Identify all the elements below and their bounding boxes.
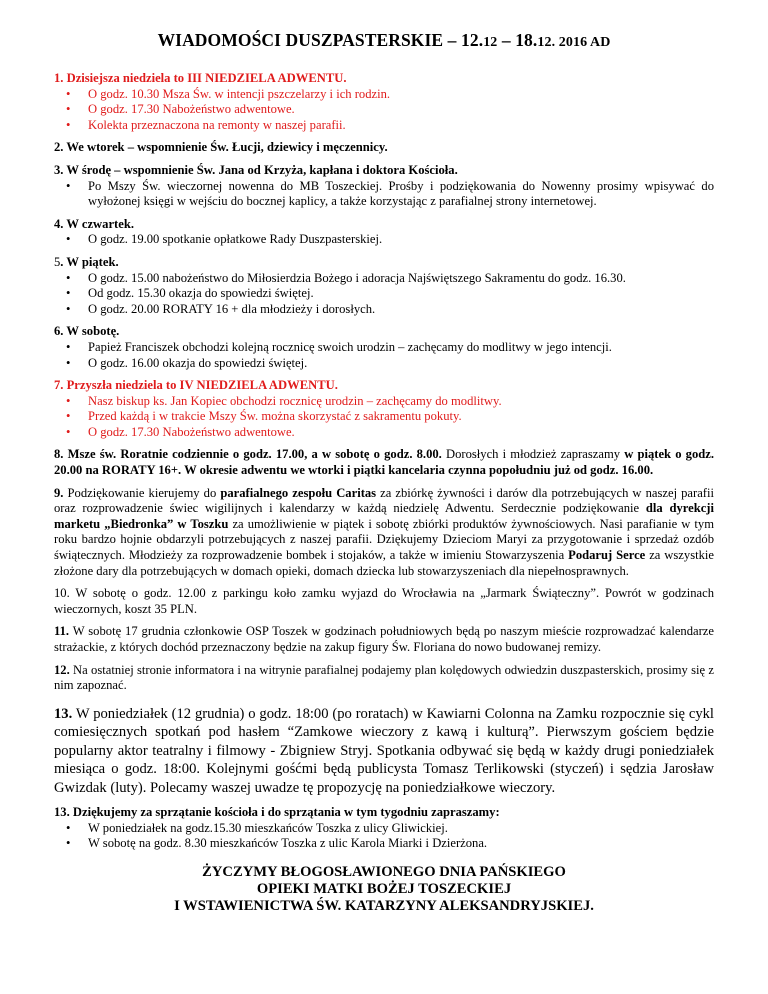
section-11-number: 11. [54,624,70,639]
section-4-list [54,232,714,248]
section-4 [54,217,714,248]
list-item: • Od godz. 15.30 okazja do spowiedzi świętej. [88,286,714,302]
section-13-cleaning-heading: 13. Dziękujemy za sprzątanie kościoła i do sprzątania w tym tygodniu zapraszamy: [54,805,500,820]
section-7-heading: 7. Przyszła niedziela to IV NIEDZIELA ADWENTU. [54,378,338,393]
section-13-cleaning-list [54,821,714,852]
section-7 [54,378,714,440]
section-6-heading: 6. W sobotę. [54,324,120,339]
list-item: • O godz. 17.30 Nabożeństwo adwentowe. [88,425,714,441]
list-item: • Papież Franciszek obchodzi kolejną rocznicę swoich urodzin – zachęcamy do modlitwy w jego intencji. [88,340,714,356]
list-item: • O godz. 17.30 Nabożeństwo adwentowe. [88,102,714,118]
section-5-number: 5 [54,254,61,269]
section-5-heading-text: . W piątek. [60,254,119,269]
section-1-heading: 1. Dzisiejsza niedziela to III NIEDZIELA ADWENTU. [54,71,347,85]
section-9-bold-3: Podaruj Serce [568,548,646,563]
section-8-text: Dorosłych i młodzież zapraszamy [441,447,625,462]
section-9-bold-1: parafialnego zespołu Caritas [220,485,377,500]
list-item: • O godz. 10.30 Msza Św. w intencji pszczelarzy i ich rodzin. [88,87,714,103]
list-item: • Nasz biskup ks. Jan Kopiec obchodzi rocznicę urodzin – zachęcamy do modlitwy. [88,394,714,410]
section-11 [54,624,714,655]
closing-line-1: ŻYCZYMY BŁOGOSŁAWIONEGO DNIA PAŃSKIEGO [202,864,566,881]
section-13-cleaning [54,805,714,852]
closing-line-3: I WSTAWIENICTWA ŚW. KATARZYNY ALEKSANDRYJSKIEJ. [174,898,594,915]
section-7-list [54,394,714,441]
section-4-heading: 4. W czwartek. [54,216,134,231]
section-12-text: Na ostatniej stronie informatora i na witrynie parafialnej podajemy plan kolędowych odwiedzin duszpasterskich, prosimy się z nim zapoznać. [54,662,714,693]
list-item: • Kolekta przeznaczona na remonty w naszej parafii. [88,118,714,134]
title-mid: – 18. [497,30,538,50]
section-5-list [54,271,714,318]
section-3-list [54,179,714,210]
title-from: 12 [483,35,498,50]
section-8-bold-2: w piątek o godz. 20.00 na RORATY 16+. W okresie adwentu we wtorki i piątki kancelaria czynna popołudniu już od godz. 16.00. [54,447,715,478]
list-item: • W sobotę na godz. 8.30 mieszkańców Toszka z ulic Karola Miarki i Dzierżona. [88,836,714,852]
title-to: 12. 2016 AD [537,35,611,50]
section-8-bold-1: 8. Msze św. Roratnie codziennie o godz. 17.00, a w sobotę o godz. 8.00. [54,447,442,462]
list-item: • W poniedziałek na godz.15.30 mieszkańców Toszka z ulicy Gliwickiej. [88,821,714,837]
section-12-number: 12. [54,662,70,677]
list-item: • O godz. 16.00 okazja do spowiedzi świętej. [88,356,714,372]
list-item: • Po Mszy Św. wieczornej nowenna do MB Toszeckiej. Prośby i podziękowania do Nowenny prosimy wpisywać do wyłożonej księgi w wejściu do bocznej kaplicy, a także korzystając z parafialnej strony internetowej. [88,179,714,210]
section-6 [54,324,714,371]
section-5-heading [54,255,714,271]
section-9-text-2: za zbiórkę żywności i darów dla potrzebujących w naszej parafii oraz rozprowadzenie świec wigilijnych i kalendarzy w każdą niedzielę Adwentu. Serdecznie podziękowanie [54,485,714,516]
section-3-heading: 3. W środę – wspomnienie Św. Jana od Krzyża, kapłana i doktora Kościoła. [54,162,458,177]
list-item: • O godz. 20.00 RORATY 16 + dla młodzieży i dorosłych. [88,302,714,318]
section-13-number: 13. [54,705,73,722]
list-item: • O godz. 19.00 spotkanie opłatkowe Rady Duszpasterskiej. [88,232,714,248]
section-13-text: W poniedziałek (12 grudnia) o godz. 18:00 (po roratach) w Kawiarni Colonna na Zamku rozpocznie się cykl comiesięcznych spotkań pod hasłem “Zamkowe wieczory z kawą i kulturą”. Pierwszym gościem będzie popularny aktor teatralny i filmowy - Zbigniew Stryj. Spotkania odbywać się będą w każdy drugi poniedziałek miesiąca o godz. 18:00. Kolejnymi gośćmi będą publicysta Tomasz Terlikowski (styczeń) i sędzia Jarosław Gwizdak (luty). Polecamy waszej uwadze tę propozycję na poniedziałkowe wieczory. [54,705,714,796]
page-title [54,30,714,51]
list-item: • Przed każdą i w trakcie Mszy Św. można skorzystać z sakramentu pokuty. [88,409,714,425]
section-8 [54,447,714,478]
section-12 [54,663,714,694]
section-2-heading: 2. We wtorek – wspomnienie Św. Łucji, dziewicy i męczennicy. [54,140,388,155]
section-5 [54,255,714,317]
section-9-number: 9. [54,485,64,500]
section-9 [54,486,714,580]
section-3 [54,163,714,210]
section-10-text: 10. W sobotę o godz. 12.00 z parkingu koło zamku wyjazd do Wrocławia na „Jarmark Świąteczny”. Powrót w godzinach wieczornych, koszt 35 PLN. [54,586,714,616]
section-10 [54,586,714,617]
closing-line-2: OPIEKI MATKI BOŻEJ TOSZECKIEJ [256,881,512,898]
section-2 [54,140,714,156]
section-9-bold-2: dla dyrekcji marketu „Biedronka” w Toszku [54,501,714,531]
section-13-events [54,705,714,798]
list-item: • O godz. 15.00 nabożeństwo do Miłosierdzia Bożego i adoracja Najświętszego Sakramentu do godz. 16.30. [88,271,714,287]
section-9-text-3: za umożliwienie w piątek i sobotę zbiórki produktów żywnościowych. Nasi parafianie w tym roku bardzo hojnie obdarzyli potrzebujących z naszej parafii. Dziękujemy Dzieciom Maryi za przygotowanie i sprzedaż ozdób świątecznych. Młodzieży za rozprowadzenie bombek i stojaków, a także w imieniu Stowarzyszenia [54,516,714,563]
section-9-text-4: za wszystkie złożone dary dla potrzebujących w domach opieki, domach dziecka lub stowarzyszeniach dla niepełnosprawnych. [54,548,714,578]
section-9-text-1: Podziękowanie kierujemy do [63,485,221,500]
section-11-text: W sobotę 17 grudnia członkowie OSP Toszek w godzinach południowych będą po naszym mieście rozprowadzać kalendarze strażackie, z których dochód przeznaczony będzie na zakup figury Św. Floriana do nowo budowanej remizy. [54,624,714,654]
section-1-list [54,87,714,134]
section-1 [54,71,714,133]
title-main: WIADOMOŚCI DUSZPASTERSKIE – 12. [157,30,484,50]
section-6-list [54,340,714,371]
closing-blessing [54,864,714,915]
